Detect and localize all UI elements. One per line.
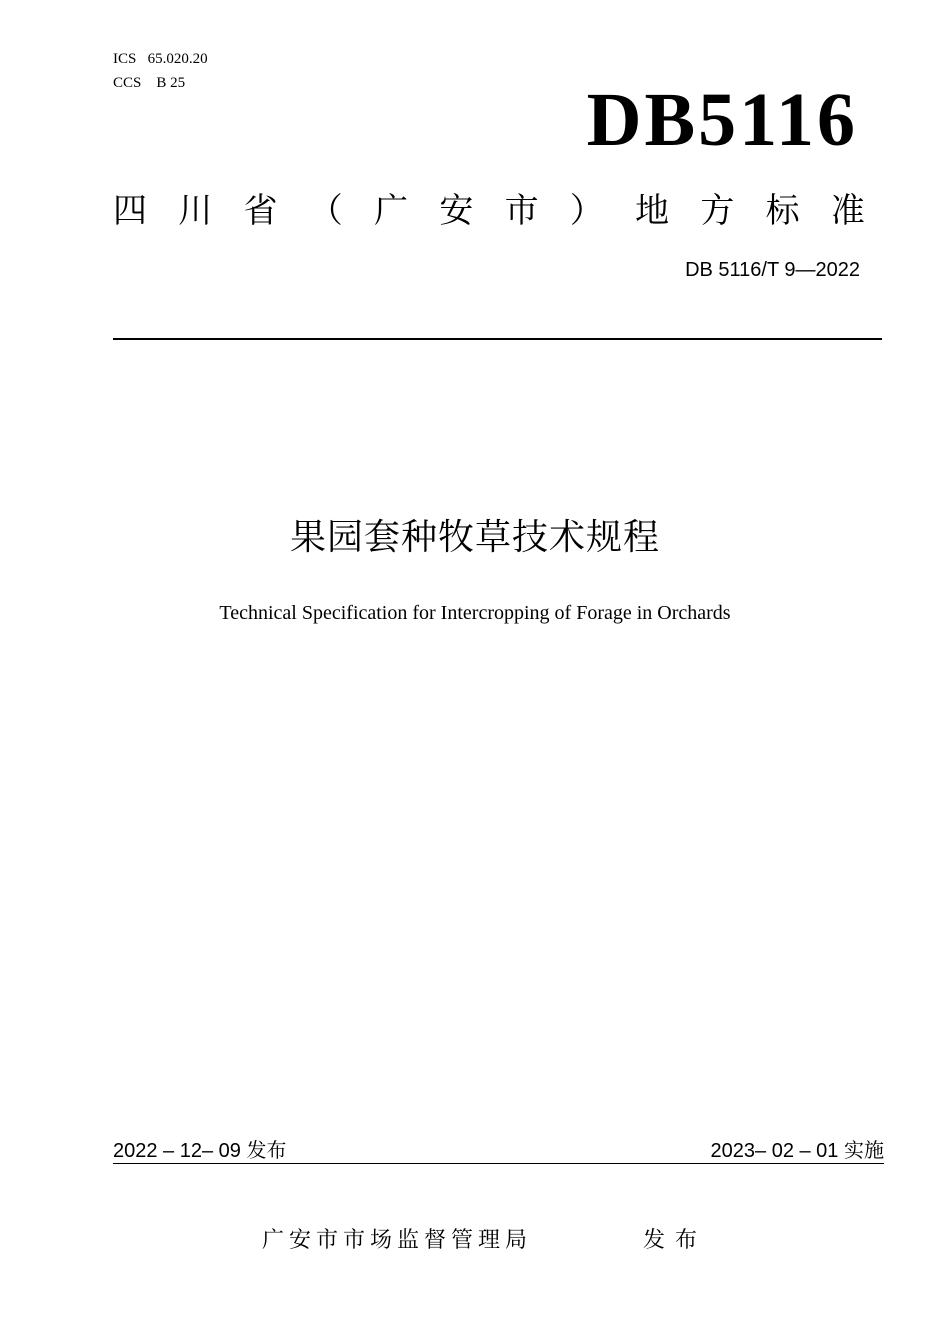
ics-code: ICS 65.020.20 — [113, 51, 208, 67]
standard-type-char: 四 — [113, 191, 147, 231]
standard-number: DB 5116/T 9—2022 — [685, 259, 860, 281]
standard-type-char: 地 — [635, 191, 670, 231]
title-english: Technical Specification for Intercropping of Forage in Orchards — [219, 602, 731, 624]
standard-type-char: 标 — [765, 191, 800, 231]
issue-date: 2022 – 12– 09 发布 — [113, 1140, 287, 1162]
standard-type — [113, 186, 865, 236]
title-chinese: 果园套种牧草技术规程 — [289, 517, 660, 558]
ccs-code: CCS B 25 — [113, 75, 186, 91]
standard-type-char: （ — [308, 191, 343, 231]
standard-type-char: 广 — [374, 191, 409, 231]
footer-divider — [113, 1163, 884, 1164]
publish-label: 发布 — [643, 1228, 708, 1253]
standard-type-char: 方 — [700, 191, 735, 231]
implementation-date: 2023– 02 – 01 实施 — [710, 1140, 884, 1162]
standard-code: DB5116 — [586, 78, 858, 162]
header-divider — [113, 338, 882, 340]
standard-type-char: 准 — [830, 191, 865, 231]
standard-type-char: 川 — [178, 191, 213, 231]
standard-type-char: 市 — [504, 191, 539, 231]
standard-type-char: 安 — [439, 191, 474, 231]
standard-type-char: 省 — [243, 191, 278, 231]
publisher-name: 广安市市场监督管理局 — [262, 1228, 533, 1253]
standard-type-char: ） — [569, 191, 604, 231]
